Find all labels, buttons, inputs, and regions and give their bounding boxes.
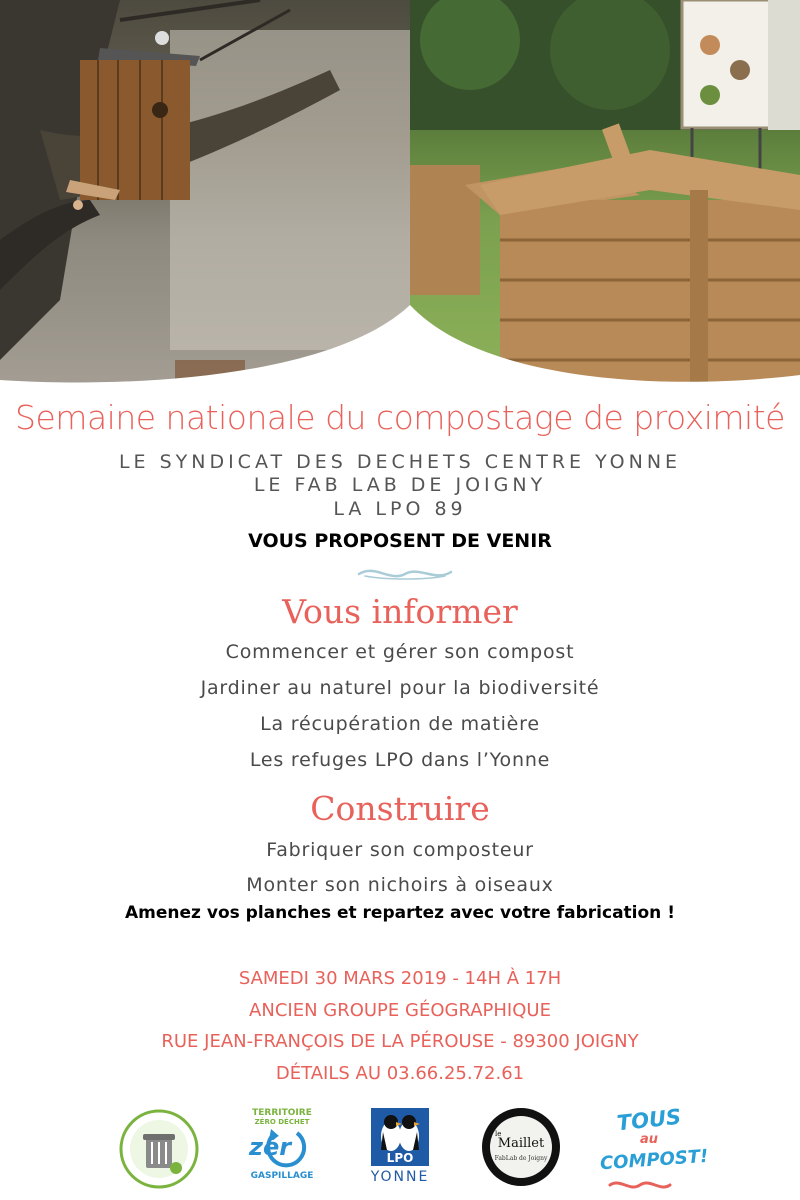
list-item: Les refuges LPO dans l’Yonne: [249, 749, 551, 771]
propose-heading: VOUS PROPOSENT DE VENIR: [248, 530, 552, 552]
lpo-label: LPO: [386, 1151, 414, 1165]
flourish-divider: [355, 562, 455, 584]
zero-dechet-bottom: GASPILLAGE: [250, 1171, 314, 1181]
list-item: Fabriquer son composteur: [266, 839, 534, 861]
event-address: RUE JEAN-FRANÇOIS DE LA PÉROUSE - 89300 JOIGNY: [161, 1031, 639, 1052]
list-item: Jardiner au naturel pour la biodiversité: [200, 677, 600, 699]
maillet-logo: [482, 1108, 562, 1188]
worm-squiggle-icon: [600, 1178, 698, 1192]
organizer-syndicat: LE SYNDICAT DES DECHETS CENTRE YONNE: [118, 451, 682, 473]
zero-dechet-main: zér: [249, 1133, 292, 1161]
zero-dechet-logo: [245, 1108, 319, 1194]
event-date: SAMEDI 30 MARS 2019 - 14H À 17H: [238, 968, 562, 989]
tous-line3: COMPOST!: [599, 1145, 709, 1175]
section-title-informer: Vous informer: [282, 592, 518, 631]
maillet-name: Maillet: [497, 1136, 545, 1151]
maillet-prefix: le: [495, 1130, 502, 1138]
tous-line2: au: [639, 1132, 659, 1147]
section-title-construire: Construire: [310, 789, 490, 828]
call-to-action: Amenez vos planches et repartez avec votre fabrication !: [125, 903, 675, 923]
tous-line1: TOUS: [615, 1104, 683, 1136]
lpo-logo: [368, 1108, 432, 1188]
maillet-sub: FabLab de Joigny: [494, 1155, 548, 1162]
list-item: Monter son nichoirs à oiseaux: [246, 874, 554, 896]
list-item: Commencer et gérer son compost: [225, 641, 575, 663]
zero-dechet-top: TERRITOIRE: [252, 1108, 312, 1118]
hero-wave-divider: [0, 300, 800, 400]
syndicat-logo: [118, 1108, 200, 1190]
list-item: La récupération de matière: [260, 713, 540, 735]
lpo-sub: YONNE: [370, 1169, 430, 1185]
event-title: Semaine nationale du compostage de proximité: [15, 398, 785, 437]
tous-au-compost-logo: [599, 1104, 709, 1194]
organizer-lpo: LA LPO 89: [333, 498, 467, 520]
event-phone: DÉTAILS AU 03.66.25.72.61: [275, 1063, 525, 1084]
hero-photos: [0, 0, 800, 400]
event-venue: ANCIEN GROUPE GÉOGRAPHIQUE: [249, 1000, 551, 1021]
zero-dechet-top2: ZÉRO DÉCHET: [254, 1118, 310, 1126]
puffin-icon: [371, 1110, 429, 1154]
trash-bin-icon: [118, 1108, 200, 1190]
organizer-fablab: LE FAB LAB DE JOIGNY: [253, 474, 547, 496]
